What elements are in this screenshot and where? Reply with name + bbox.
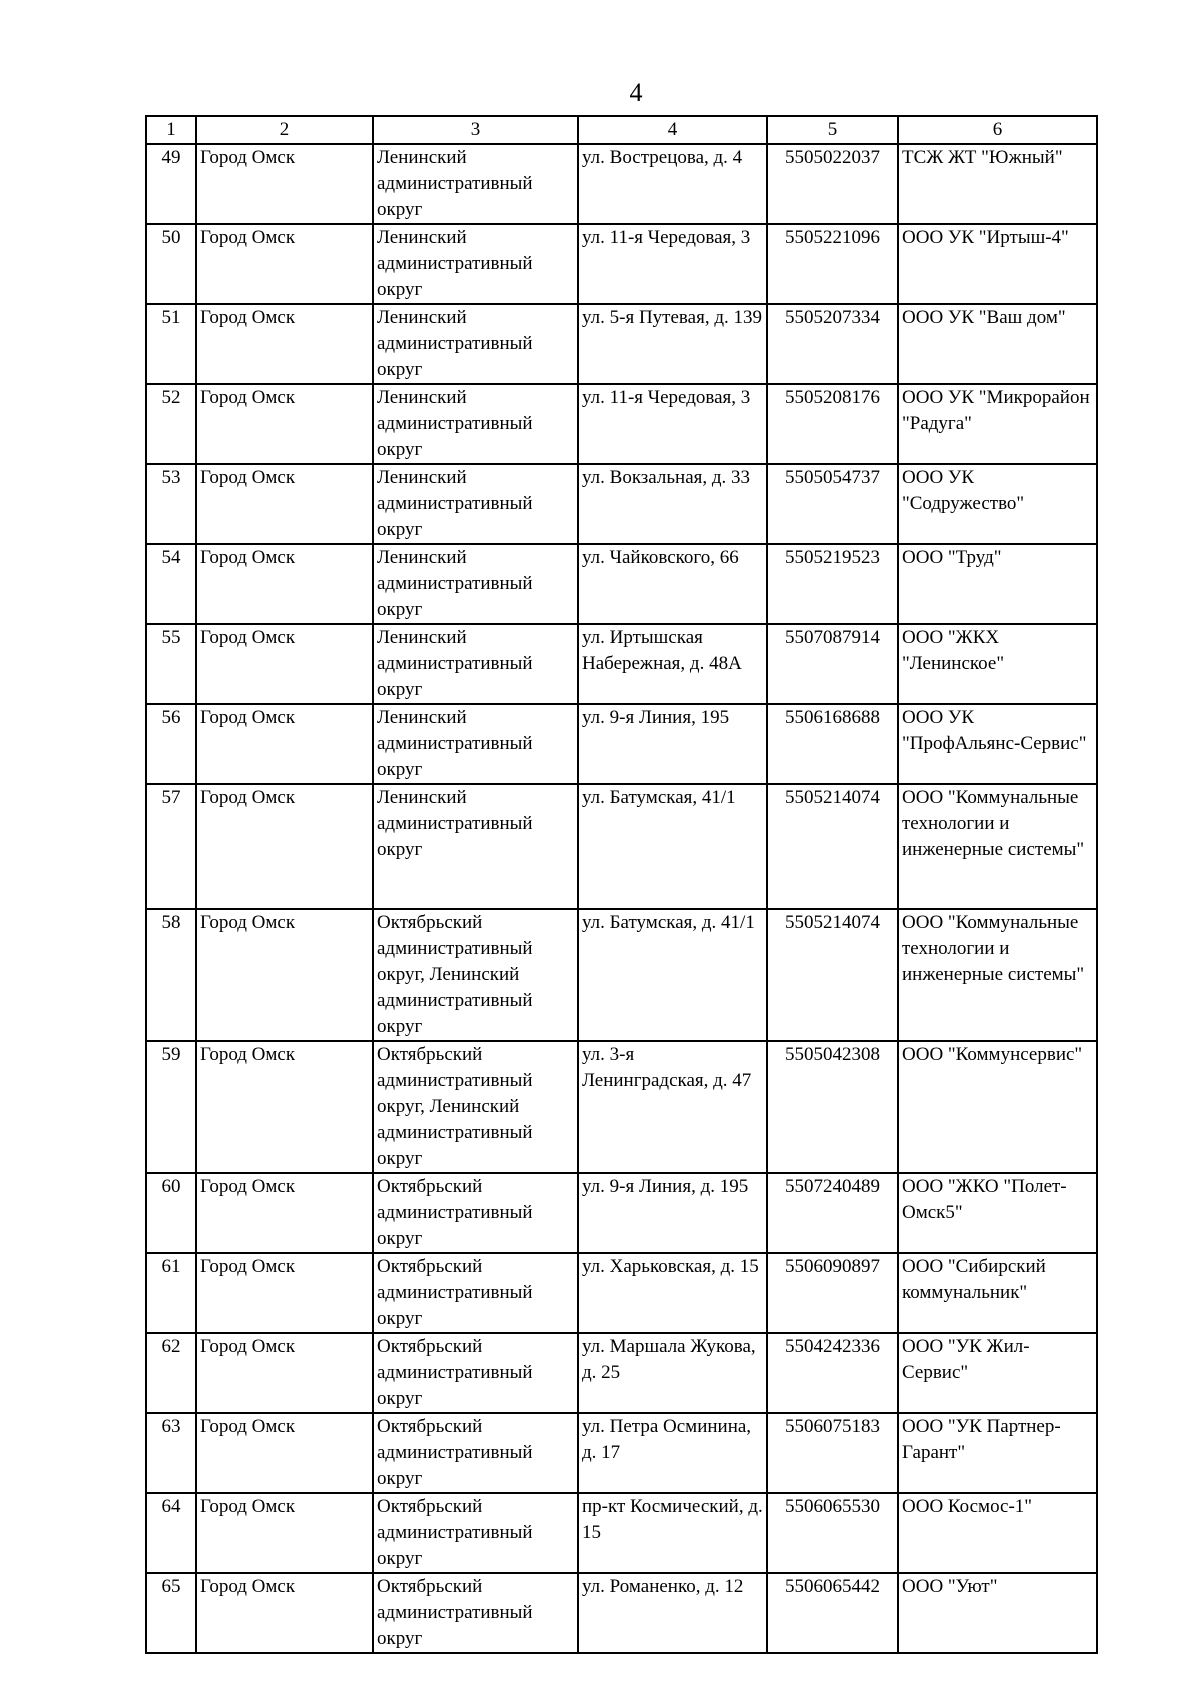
row-number-cell: 61 (146, 1253, 196, 1333)
table-row (146, 384, 1097, 464)
district-cell: Октябрьский административный округ, Ленинский административный округ (373, 909, 578, 1041)
row-number-cell: 65 (146, 1573, 196, 1653)
district-cell: Ленинский административный округ (373, 704, 578, 784)
row-number-cell: 49 (146, 144, 196, 224)
district-cell: Ленинский административный округ (373, 464, 578, 544)
address-cell: ул. Чайковского, 66 (578, 544, 767, 624)
city-cell: Город Омск (196, 704, 373, 784)
organization-cell: ООО "УК Партнер-Гарант" (898, 1413, 1097, 1493)
column-header: 3 (373, 116, 578, 144)
table-row (146, 909, 1097, 1041)
district-cell: Ленинский административный округ (373, 144, 578, 224)
organization-cell: ТСЖ ЖТ "Южный" (898, 144, 1097, 224)
row-number-cell: 52 (146, 384, 196, 464)
address-cell: ул. 11-я Чередовая, 3 (578, 224, 767, 304)
organization-cell: ООО УК "Иртыш-4" (898, 224, 1097, 304)
organization-cell: ООО "Сибирский коммунальник" (898, 1253, 1097, 1333)
row-number-cell: 53 (146, 464, 196, 544)
district-cell: Октябрьский административный округ (373, 1253, 578, 1333)
table-row (146, 1253, 1097, 1333)
inn-cell: 5505042308 (767, 1041, 898, 1173)
row-number-cell: 56 (146, 704, 196, 784)
district-cell: Ленинский административный округ (373, 624, 578, 704)
address-cell: ул. Иртышская Набережная, д. 48А (578, 624, 767, 704)
row-number-cell: 57 (146, 784, 196, 909)
address-cell: ул. Харьковская, д. 15 (578, 1253, 767, 1333)
inn-cell: 5506090897 (767, 1253, 898, 1333)
inn-cell: 5505207334 (767, 304, 898, 384)
address-cell: ул. Батумская, 41/1 (578, 784, 767, 909)
row-number-cell: 51 (146, 304, 196, 384)
table-body (146, 116, 1097, 1653)
district-cell: Ленинский административный округ (373, 384, 578, 464)
district-cell: Октябрьский административный округ (373, 1493, 578, 1573)
address-cell: ул. 3-я Ленинградская, д. 47 (578, 1041, 767, 1173)
table-row (146, 144, 1097, 224)
row-number-cell: 50 (146, 224, 196, 304)
inn-cell: 5505214074 (767, 909, 898, 1041)
table-row (146, 224, 1097, 304)
city-cell: Город Омск (196, 1413, 373, 1493)
row-number-cell: 62 (146, 1333, 196, 1413)
row-number-cell: 64 (146, 1493, 196, 1573)
district-cell: Октябрьский административный округ (373, 1413, 578, 1493)
district-cell: Октябрьский административный округ, Ленинский административный округ (373, 1041, 578, 1173)
row-number-cell: 60 (146, 1173, 196, 1253)
district-cell: Ленинский административный округ (373, 304, 578, 384)
table-row (146, 1493, 1097, 1573)
page-number: 4 (629, 78, 643, 107)
city-cell: Город Омск (196, 1173, 373, 1253)
city-cell: Город Омск (196, 1573, 373, 1653)
organization-cell: ООО "УК Жил-Сервис" (898, 1333, 1097, 1413)
city-cell: Город Омск (196, 144, 373, 224)
city-cell: Город Омск (196, 384, 373, 464)
table-row (146, 784, 1097, 909)
inn-cell: 5507087914 (767, 624, 898, 704)
row-number-cell: 59 (146, 1041, 196, 1173)
table-row (146, 304, 1097, 384)
inn-cell: 5507240489 (767, 1173, 898, 1253)
table-row (146, 1173, 1097, 1253)
city-cell: Город Омск (196, 1041, 373, 1173)
city-cell: Город Омск (196, 624, 373, 704)
city-cell: Город Омск (196, 304, 373, 384)
city-cell: Город Омск (196, 464, 373, 544)
address-cell: ул. 9-я Линия, 195 (578, 704, 767, 784)
district-cell: Ленинский административный округ (373, 784, 578, 909)
city-cell: Город Омск (196, 1253, 373, 1333)
city-cell: Город Омск (196, 544, 373, 624)
organization-cell: ООО УК "Микрорайон "Радуга" (898, 384, 1097, 464)
district-cell: Октябрьский административный округ (373, 1173, 578, 1253)
organization-cell: ООО "ЖКО "Полет-Омск5" (898, 1173, 1097, 1253)
district-cell: Ленинский административный округ (373, 224, 578, 304)
inn-cell: 5506065442 (767, 1573, 898, 1653)
table-row (146, 704, 1097, 784)
table-row (146, 1333, 1097, 1413)
district-cell: Октябрьский административный округ (373, 1573, 578, 1653)
column-header: 6 (898, 116, 1097, 144)
address-cell: пр-кт Космический, д. 15 (578, 1493, 767, 1573)
inn-cell: 5504242336 (767, 1333, 898, 1413)
address-cell: ул. Петра Осминина, д. 17 (578, 1413, 767, 1493)
inn-cell: 5505219523 (767, 544, 898, 624)
inn-cell: 5505022037 (767, 144, 898, 224)
city-cell: Город Омск (196, 1333, 373, 1413)
registry-table (145, 115, 1098, 1654)
district-cell: Октябрьский административный округ (373, 1333, 578, 1413)
city-cell: Город Омск (196, 784, 373, 909)
inn-cell: 5505208176 (767, 384, 898, 464)
organization-cell: ООО "Коммунсервис" (898, 1041, 1097, 1173)
organization-cell: ООО УК "Содружество" (898, 464, 1097, 544)
inn-cell: 5505221096 (767, 224, 898, 304)
table-row (146, 464, 1097, 544)
table-row (146, 1573, 1097, 1653)
address-cell: ул. 9-я Линия, д. 195 (578, 1173, 767, 1253)
inn-cell: 5506075183 (767, 1413, 898, 1493)
inn-cell: 5505214074 (767, 784, 898, 909)
address-cell: ул. Батумская, д. 41/1 (578, 909, 767, 1041)
address-cell: ул. Вострецова, д. 4 (578, 144, 767, 224)
organization-cell: ООО УК "Ваш дом" (898, 304, 1097, 384)
city-cell: Город Омск (196, 224, 373, 304)
organization-cell: ООО "Уют" (898, 1573, 1097, 1653)
inn-cell: 5506168688 (767, 704, 898, 784)
organization-cell: ООО "Коммунальные технологии и инженерные системы" (898, 784, 1097, 909)
organization-cell: ООО "Коммунальные технологии и инженерные системы" (898, 909, 1097, 1041)
column-header: 1 (146, 116, 196, 144)
row-number-cell: 63 (146, 1413, 196, 1493)
address-cell: ул. Вокзальная, д. 33 (578, 464, 767, 544)
city-cell: Город Омск (196, 1493, 373, 1573)
address-cell: ул. 5-я Путевая, д. 139 (578, 304, 767, 384)
address-cell: ул. 11-я Чередовая, 3 (578, 384, 767, 464)
organization-cell: ООО УК "ПрофАльянс-Сервис" (898, 704, 1097, 784)
column-header: 4 (578, 116, 767, 144)
organization-cell: ООО "Труд" (898, 544, 1097, 624)
table-header-row (146, 116, 1097, 144)
inn-cell: 5506065530 (767, 1493, 898, 1573)
table-row (146, 544, 1097, 624)
table-row (146, 1041, 1097, 1173)
address-cell: ул. Романенко, д. 12 (578, 1573, 767, 1653)
organization-cell: ООО Космос-1" (898, 1493, 1097, 1573)
column-header: 2 (196, 116, 373, 144)
row-number-cell: 54 (146, 544, 196, 624)
row-number-cell: 55 (146, 624, 196, 704)
inn-cell: 5505054737 (767, 464, 898, 544)
organization-cell: ООО "ЖКХ "Ленинское" (898, 624, 1097, 704)
address-cell: ул. Маршала Жукова, д. 25 (578, 1333, 767, 1413)
column-header: 5 (767, 116, 898, 144)
city-cell: Город Омск (196, 909, 373, 1041)
district-cell: Ленинский административный округ (373, 544, 578, 624)
table-row (146, 624, 1097, 704)
row-number-cell: 58 (146, 909, 196, 1041)
table-row (146, 1413, 1097, 1493)
